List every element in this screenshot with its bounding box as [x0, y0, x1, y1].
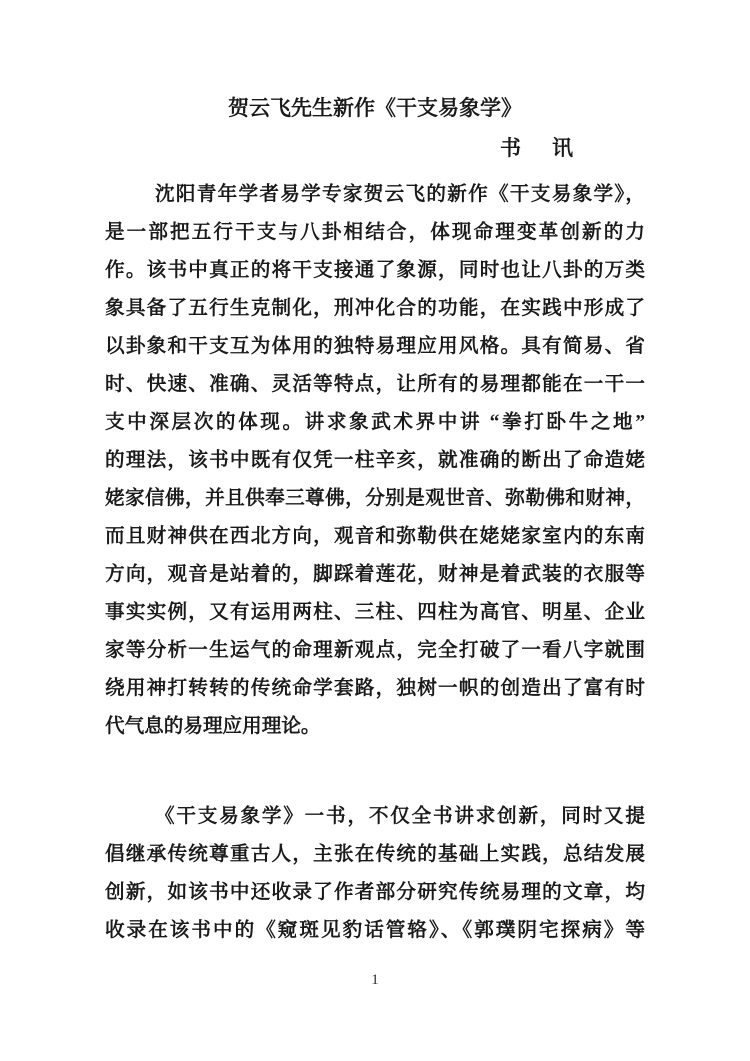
subtitle-char-right: 讯 — [552, 136, 573, 160]
text-line: 事实实例，又有运用两柱、三柱、四柱为高官、明星、企业 — [105, 602, 645, 623]
paragraph-2 — [105, 798, 645, 950]
text-line: 姥家信佛，并且供奉三尊佛，分别是观世音、弥勒佛和财神， — [105, 488, 645, 509]
text-line: 家等分析一生运气的命理新观点，完全打破了一看八字就围 — [105, 640, 645, 661]
text-line: 作。该书中真正的将干支接通了象源，同时也让八卦的万类 — [105, 260, 645, 281]
text-line: 《干支易象学》一书，不仅全书讲求创新，同时又提 — [155, 806, 645, 827]
paragraph-1 — [105, 176, 645, 746]
text-line: 象具备了五行生克制化，刑冲化合的功能，在实践中形成了 — [105, 298, 645, 319]
text-line: 倡继承传统尊重古人，主张在传统的基础上实践，总结发展 — [105, 844, 645, 865]
text-line: 收录在该书中的《窥斑见豹话管辂》、《郭璞阴宅探病》等 — [105, 920, 645, 941]
text-line: 支中深层次的体现。讲求象武术界中讲 “拳打卧牛之地” — [105, 412, 645, 433]
subtitle-char-left: 书 — [500, 136, 521, 160]
document-content — [105, 88, 645, 950]
document-title: 贺云飞先生新作《干支易象学》 — [228, 96, 522, 120]
text-line: 绕用神打转转的传统命学套路，独树一帜的创造出了富有时 — [105, 678, 645, 699]
document-subtitle — [105, 128, 645, 168]
text-line: 时、快速、准确、灵活等特点，让所有的易理都能在一干一 — [105, 374, 645, 395]
text-line: 以卦象和干支互为体用的独特易理应用风格。具有简易、省 — [105, 336, 645, 357]
text-line: 代气息的易理应用理论。 — [105, 716, 321, 737]
text-line: 是一部把五行干支与八卦相结合，体现命理变革创新的力 — [105, 222, 645, 243]
page-number: 1 — [371, 972, 379, 988]
text-line: 创新，如该书中还收录了作者部分研究传统易理的文章，均 — [105, 882, 645, 903]
text-line: 而且财神供在西北方向，观音和弥勒供在姥姥家室内的东南 — [105, 526, 645, 547]
text-line: 方向，观音是站着的，脚踩着莲花，财神是着武装的衣服等 — [105, 564, 645, 585]
text-line: 沈阳青年学者易学专家贺云飞的新作《干支易象学》， — [155, 184, 645, 205]
text-line: 的理法，该书中既有仅凭一柱辛亥，就准确的断出了命造姥 — [105, 450, 645, 471]
